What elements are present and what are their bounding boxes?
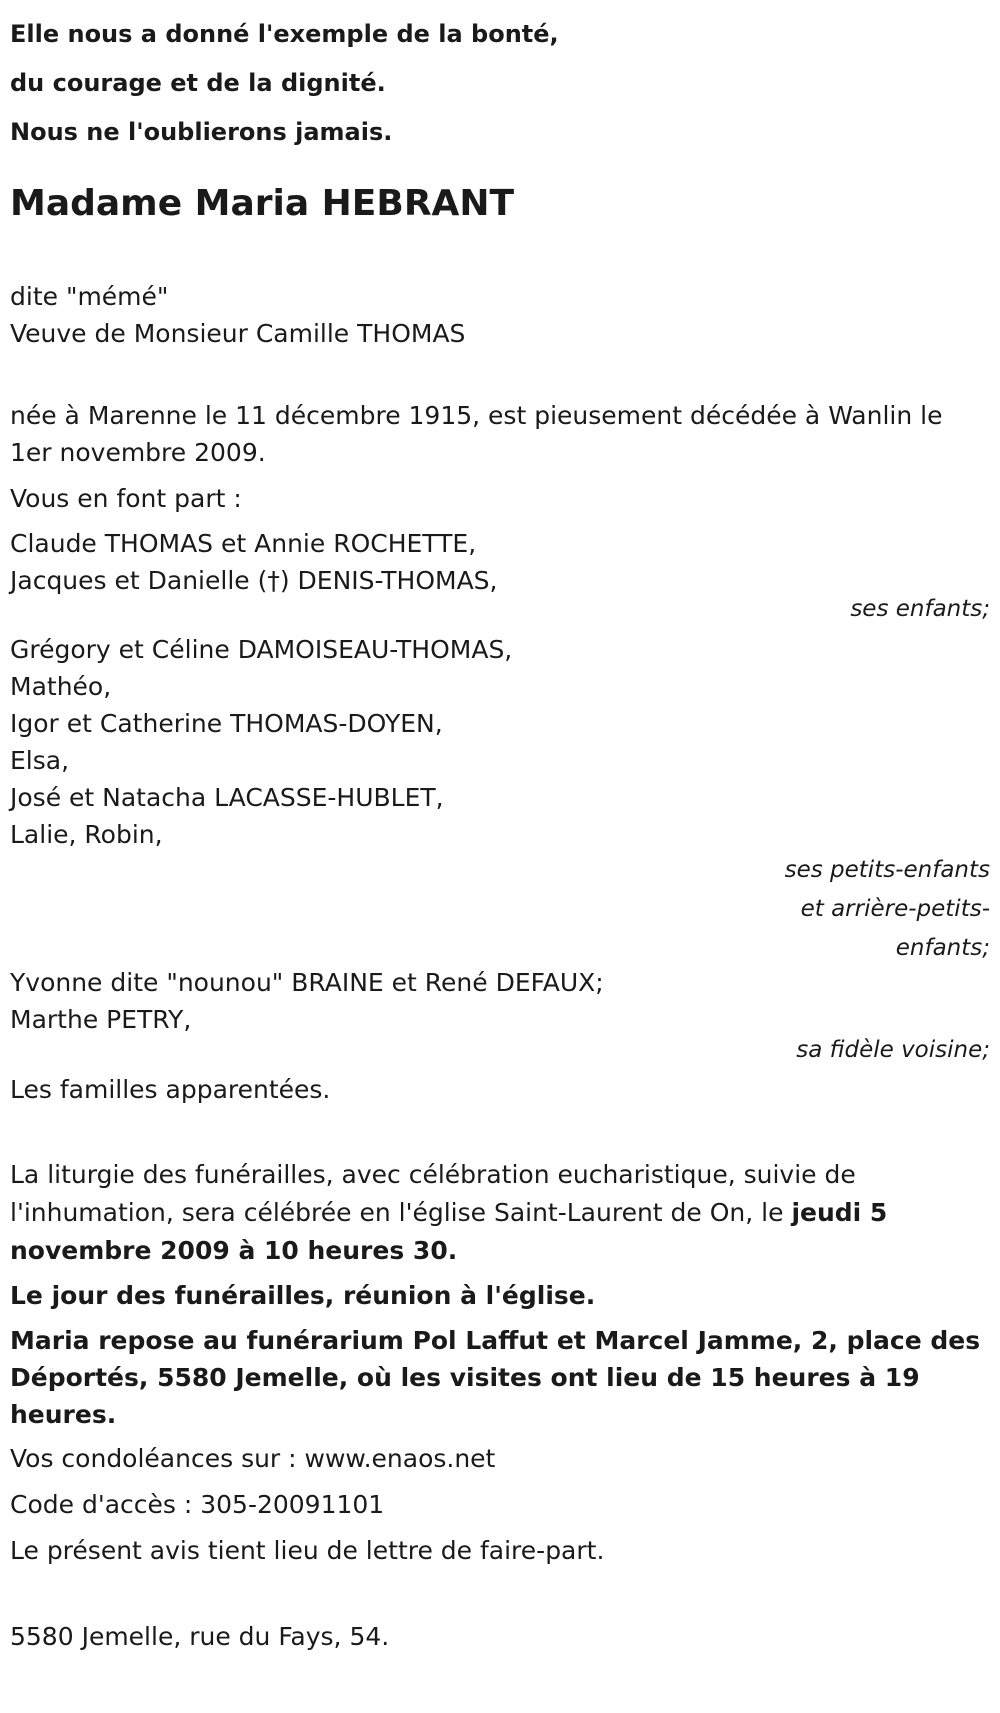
grandchild-line: Elsa, — [10, 746, 70, 775]
grandchild-line: Grégory et Céline DAMOISEAU-THOMAS, — [10, 635, 513, 664]
grandchild-line: José et Natacha LACASSE-HUBLET, — [10, 783, 444, 812]
funeral-text: La liturgie des funérailles, avec célébration eucharistique, suivie de l'inhumation, sera célébrée en l'église Saint-Laurent de On, le — [10, 1160, 856, 1227]
neighbour-line: Yvonne dite "nounou" BRAINE et René DEFAUX; — [10, 968, 604, 997]
epigraph-line: du courage et de la dignité. — [10, 69, 386, 97]
grandchild-line: Mathéo, — [10, 672, 112, 701]
nickname: dite "mémé" — [10, 282, 169, 311]
notice: Le présent avis tient lieu de lettre de faire-part. — [10, 1536, 605, 1565]
neighbour-block — [10, 964, 990, 1066]
funeral-info — [10, 1156, 990, 1270]
epigraph-line: Elle nous a donné l'exemple de la bonté, — [10, 20, 559, 48]
grandchild-line: Igor et Catherine THOMAS-DOYEN, — [10, 709, 443, 738]
epigraph-line: Nous ne l'oublierons jamais. — [10, 118, 393, 146]
children-block — [10, 525, 990, 625]
repose-info: Maria repose au funérarium Pol Laffut et Marcel Jamme, 2, place des Déportés, 5580 Jemelle, où les visites ont lieu de 15 heures à 19 heures. — [10, 1326, 981, 1429]
grandchildren-role-line: enfants; — [895, 935, 990, 961]
deceased-name: Madame Maria HEBRANT — [10, 183, 515, 224]
families: Les familles apparentées. — [10, 1075, 331, 1104]
grandchildren-role — [760, 851, 990, 968]
meeting-info: Le jour des funérailles, réunion à l'église. — [10, 1281, 596, 1310]
grandchildren-role-line: et arrière-petits- — [800, 896, 990, 922]
funeral-date: jeudi 5 novembre 2009 à 10 heures 30. — [10, 1198, 888, 1265]
child-line: Claude THOMAS et Annie ROCHETTE, — [10, 529, 477, 558]
address: 5580 Jemelle, rue du Fays, 54. — [10, 1622, 390, 1651]
condolences: Vos condoléances sur : www.enaos.net — [10, 1444, 496, 1473]
announcement-intro: Vous en font part : — [10, 484, 242, 513]
identity-block — [10, 277, 990, 354]
grandchildren-block — [10, 631, 990, 968]
access-code: Code d'accès : 305-20091101 — [10, 1490, 385, 1519]
neighbour-role: sa fidèle voisine; — [796, 1037, 990, 1063]
neighbour-line: Marthe PETRY, — [10, 1005, 192, 1034]
grandchildren-role-line: ses petits-enfants — [784, 857, 990, 883]
epigraph — [10, 10, 990, 157]
obituary-notice — [0, 10, 1000, 1657]
widow-of: Veuve de Monsieur Camille THOMAS — [10, 319, 466, 348]
grandchild-line: Lalie, Robin, — [10, 820, 163, 849]
birth-death: née à Marenne le 11 décembre 1915, est pieusement décédée à Wanlin le 1er novembre 2009. — [10, 401, 943, 467]
children-role: ses enfants; — [850, 596, 990, 622]
child-line: Jacques et Danielle (†) DENIS-THOMAS, — [10, 566, 498, 595]
